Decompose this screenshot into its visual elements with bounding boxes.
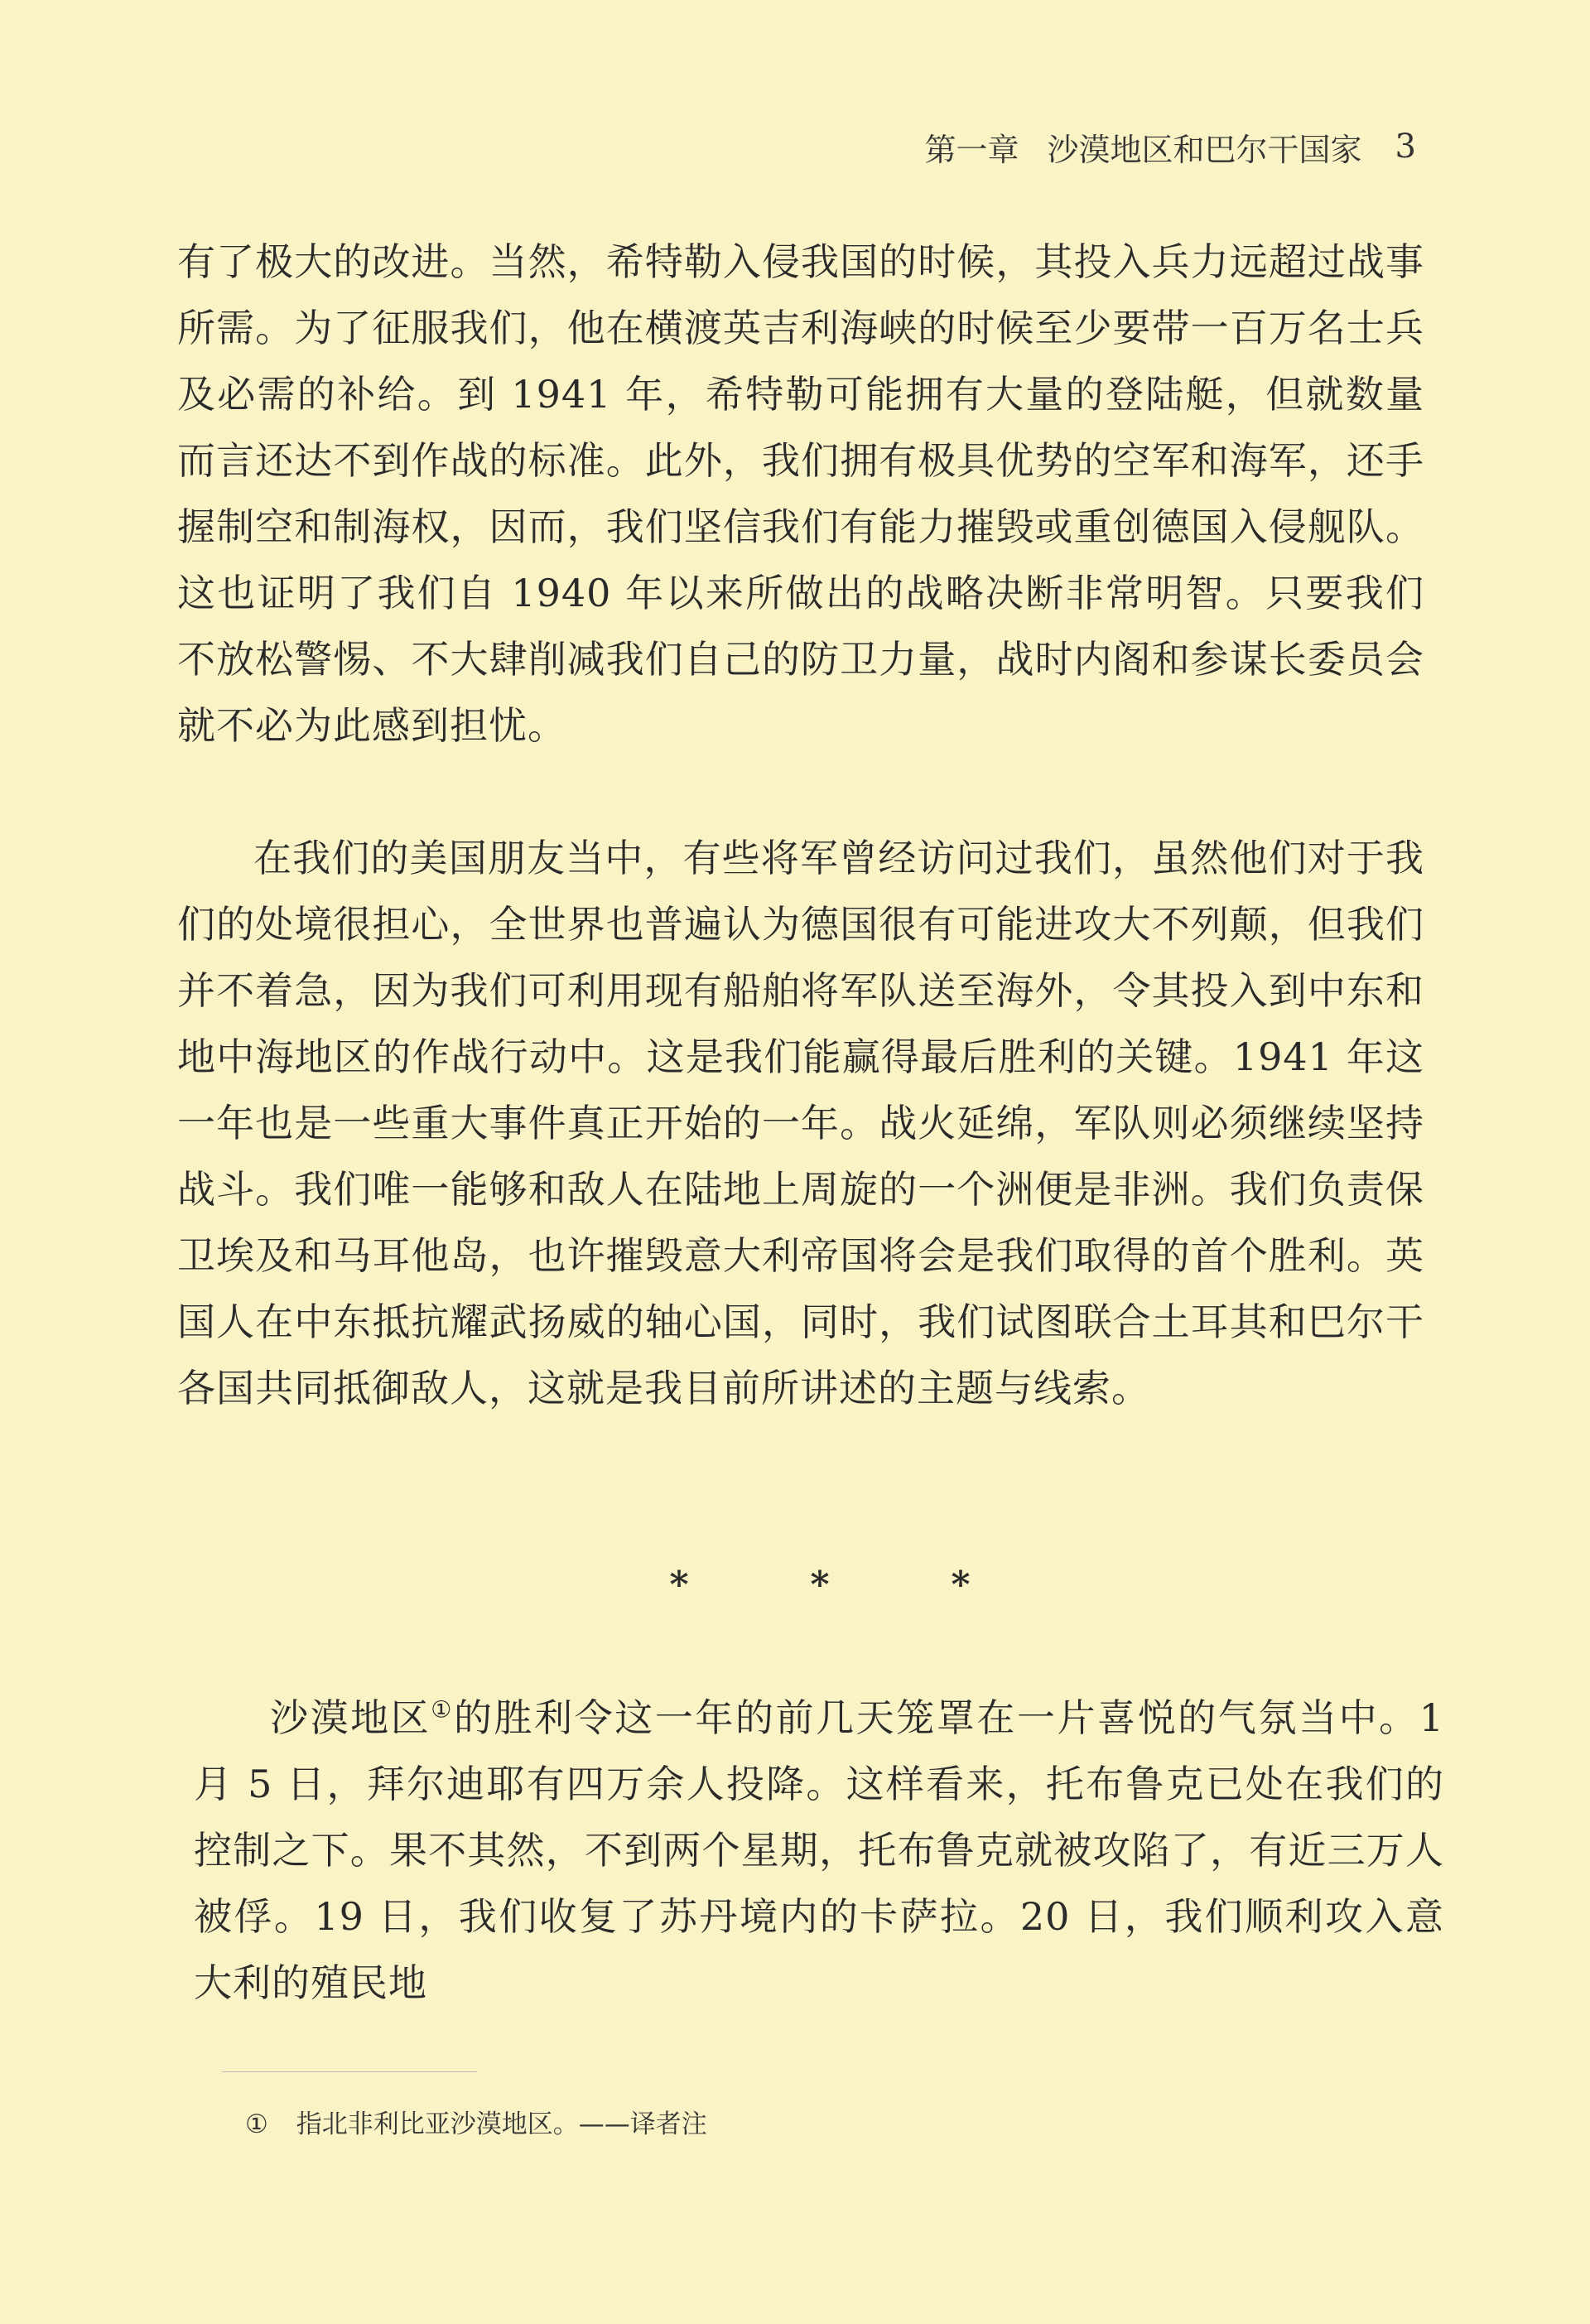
body-paragraph: 在我们的美国朋友当中，有些将军曾经访问过我们，虽然他们对于我们的处境很担心，全世界也普遍认为德国很有可能进攻大不列颠，但我们并不着急，因为我们可利用现有船舶将军队送至海外，令其投入到中东和地中海地区的作战行动中。这是我们能赢得最后胜利的关键。1941 年这一年也是一些重大事件真正开始的一年。战火延绵，军队则必须继续坚持战斗。我们唯一能够和敌人在陆地上周旋的一个洲便是非洲。我们负责保卫埃及和马耳他岛，也许摧毁意大利帝国将会是我们取得的首个胜利。英国人在中东抵抗耀武扬威的轴心国，同时，我们试图联合土耳其和巴尔干各国共同抵御敌人，这就是我目前所讲述的主题与线索。	[177, 836, 1424, 1410]
running-header	[924, 126, 1416, 168]
chapter-label: 第一章	[924, 131, 1019, 168]
section-break-star: *	[951, 1564, 971, 1606]
body-paragraph: 有了极大的改进。当然，希特勒入侵我国的时候，其投入兵力远超过战事所需。为了征服我们，他在横渡英吉利海峡的时候至少要带一百万名士兵及必需的补给。到 1941 年，希特勒可能拥有大量的登陆艇，但就数量而言还达不到作战的标准。此外，我们拥有极具优势的空军和海军，还手握制空和制海权，因而，我们坚信我们有能力摧毁或重创德国入侵舰队。这也证明了我们自 1940 年以来所做出的战略决断非常明智。只要我们不放松警惕、不大肆削减我们自己的防卫力量，战时内阁和参谋长委员会就不必为此感到担忧。	[177, 239, 1424, 748]
footnote-divider	[222, 2071, 477, 2072]
footnote	[245, 2105, 707, 2144]
section-break	[662, 1564, 977, 1606]
body-paragraph	[194, 1685, 1444, 2016]
footnote-reference[interactable]: ①	[431, 1695, 454, 1724]
paragraph-text: 沙漠地区	[270, 1695, 431, 1740]
paragraph-text: 的胜利令这一年的前几天笼罩在一片喜悦的气氛当中。1 月 5 日，拜尔迪耶有四万余人投降。这样看来，托布鲁克已处在我们的控制之下。果不其然，不到两个星期，托布鲁克就被攻陷了，有近三万人被俘。19 日，我们收复了苏丹境内的卡萨拉。20 日，我们顺利攻入意大利的殖民地	[194, 1695, 1444, 2005]
page-number: 3	[1395, 128, 1416, 166]
section-break-star: *	[810, 1564, 830, 1606]
footnote-mark: ①	[245, 2109, 268, 2139]
section-break-star: *	[669, 1564, 689, 1606]
footnote-text: 指北非利比亚沙漠地区。——译者注	[296, 2109, 707, 2139]
chapter-title: 沙漠地区和巴尔干国家	[1047, 131, 1362, 168]
